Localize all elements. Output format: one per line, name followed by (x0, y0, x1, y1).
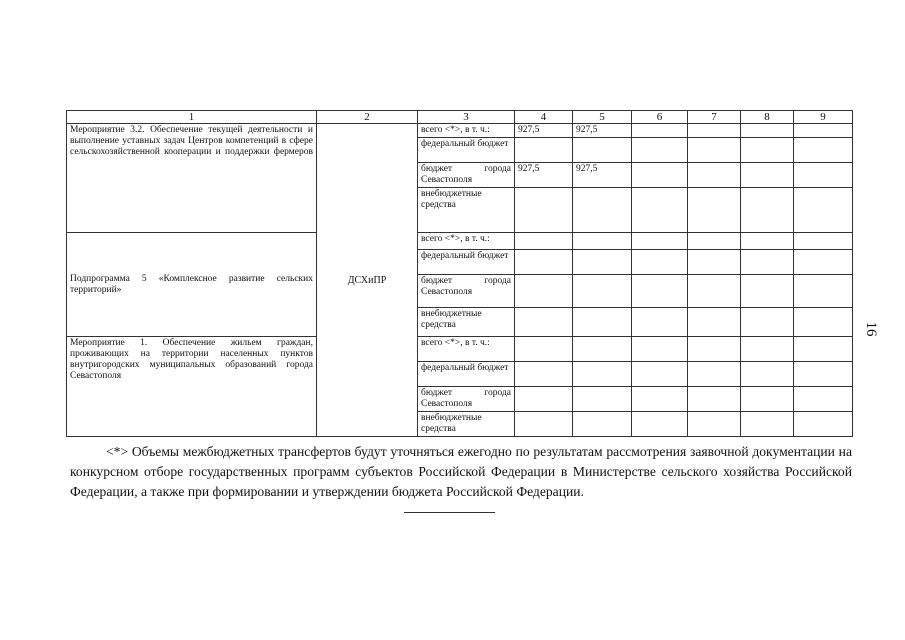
value-cell (741, 188, 794, 233)
value-cell (688, 138, 741, 163)
value-cell (741, 308, 794, 337)
value-cell (741, 362, 794, 387)
value-cell (794, 308, 853, 337)
value-cell (688, 250, 741, 275)
value-cell (632, 250, 688, 275)
value-cell (741, 275, 794, 308)
header-cell: 8 (741, 111, 794, 124)
footnote-text: <*> Объемы межбюджетных трансфертов будут уточняться ежегодно по результатам рассмотрения заявочной документации на конкурсном отборе государственных программ субъектов Российской Федерации в Министерстве сельского хозяйства Российской Федерации, а также при формировании и утверждении бюджета Российской Федерации. (70, 444, 852, 499)
value-cell (573, 188, 632, 233)
source-cell: бюджет города Севастополя (418, 387, 515, 412)
value-cell (632, 233, 688, 250)
header-cell: 7 (688, 111, 741, 124)
value-cell (573, 250, 632, 275)
value-cell (515, 233, 573, 250)
page-number: 16 (863, 321, 879, 337)
header-cell: 1 (67, 111, 317, 124)
value-cell (632, 412, 688, 437)
value-cell (794, 412, 853, 437)
value-cell (741, 233, 794, 250)
value-cell (515, 337, 573, 362)
value-cell (515, 188, 573, 233)
value-cell (632, 337, 688, 362)
value-cell (515, 387, 573, 412)
value-cell (632, 387, 688, 412)
value-cell (794, 233, 853, 250)
header-cell: 4 (515, 111, 573, 124)
source-cell: бюджет города Севастополя (418, 275, 515, 308)
value-cell (688, 124, 741, 138)
value-cell: 927,5 (573, 163, 632, 188)
value-cell (741, 138, 794, 163)
value-cell (573, 362, 632, 387)
value-cell (632, 188, 688, 233)
footnote (70, 442, 852, 502)
value-cell (515, 362, 573, 387)
value-cell (573, 233, 632, 250)
value-cell (794, 188, 853, 233)
value-cell (688, 233, 741, 250)
source-cell: федеральный бюджет (418, 362, 515, 387)
value-cell (794, 138, 853, 163)
value-cell: 927,5 (573, 124, 632, 138)
value-cell (573, 387, 632, 412)
source-cell: федеральный бюджет (418, 250, 515, 275)
value-cell (794, 337, 853, 362)
value-cell (632, 362, 688, 387)
value-cell (632, 275, 688, 308)
source-cell: всего <*>, в т. ч.: (418, 233, 515, 250)
source-cell: всего <*>, в т. ч.: (418, 337, 515, 362)
source-cell: внебюджетные средства (418, 412, 515, 437)
value-cell (632, 124, 688, 138)
value-cell (515, 275, 573, 308)
value-cell (741, 387, 794, 412)
value-cell (688, 337, 741, 362)
value-cell (515, 138, 573, 163)
value-cell (573, 275, 632, 308)
measure-1-title: Мероприятие 1. Обеспечение жильем граждан, проживающих на территории населенных пунктов внутригородских муниципальных образований города Севастополя (67, 337, 317, 437)
value-cell (794, 163, 853, 188)
value-cell (688, 387, 741, 412)
value-cell (794, 387, 853, 412)
value-cell (515, 412, 573, 437)
table-row (67, 337, 853, 362)
value-cell (688, 362, 741, 387)
header-cell: 5 (573, 111, 632, 124)
subprogram-5-title (67, 233, 317, 337)
value-cell (741, 337, 794, 362)
subprogram-5-text: Подпрограмма 5 «Комплексное развитие сельских территорий» (70, 273, 313, 295)
value-cell (515, 250, 573, 275)
value-cell (573, 337, 632, 362)
value-cell (688, 412, 741, 437)
value-cell (632, 308, 688, 337)
table-row (67, 124, 853, 138)
header-cell: 2 (317, 111, 418, 124)
value-cell (515, 308, 573, 337)
source-cell: внебюджетные средства (418, 308, 515, 337)
value-cell (794, 362, 853, 387)
value-cell (688, 163, 741, 188)
value-cell (688, 308, 741, 337)
value-cell (573, 308, 632, 337)
header-cell: 6 (632, 111, 688, 124)
value-cell (741, 412, 794, 437)
header-cell: 3 (418, 111, 515, 124)
measure-3-2-title: Мероприятие 3.2. Обеспечение текущей деятельности и выполнение уставных задач Центров компетенций в сфере сельскохозяйственной кооперации и поддержки фермеров (67, 124, 317, 233)
value-cell: 927,5 (515, 124, 573, 138)
value-cell (741, 250, 794, 275)
value-cell (573, 412, 632, 437)
table-row (67, 233, 853, 250)
value-cell: 927,5 (515, 163, 573, 188)
source-cell: федеральный бюджет (418, 138, 515, 163)
value-cell (632, 163, 688, 188)
value-cell (688, 275, 741, 308)
executor-cell: ДСХиПР (317, 124, 418, 437)
funding-table (66, 110, 853, 437)
value-cell (794, 250, 853, 275)
header-row (67, 111, 853, 124)
value-cell (741, 163, 794, 188)
value-cell (794, 124, 853, 138)
end-divider (404, 512, 495, 513)
value-cell (573, 138, 632, 163)
header-cell: 9 (794, 111, 853, 124)
source-cell: всего <*>, в т. ч.: (418, 124, 515, 138)
source-cell: бюджет города Севастополя (418, 163, 515, 188)
value-cell (741, 124, 794, 138)
value-cell (688, 188, 741, 233)
value-cell (794, 275, 853, 308)
value-cell (632, 138, 688, 163)
source-cell: внебюджетные средства (418, 188, 515, 233)
